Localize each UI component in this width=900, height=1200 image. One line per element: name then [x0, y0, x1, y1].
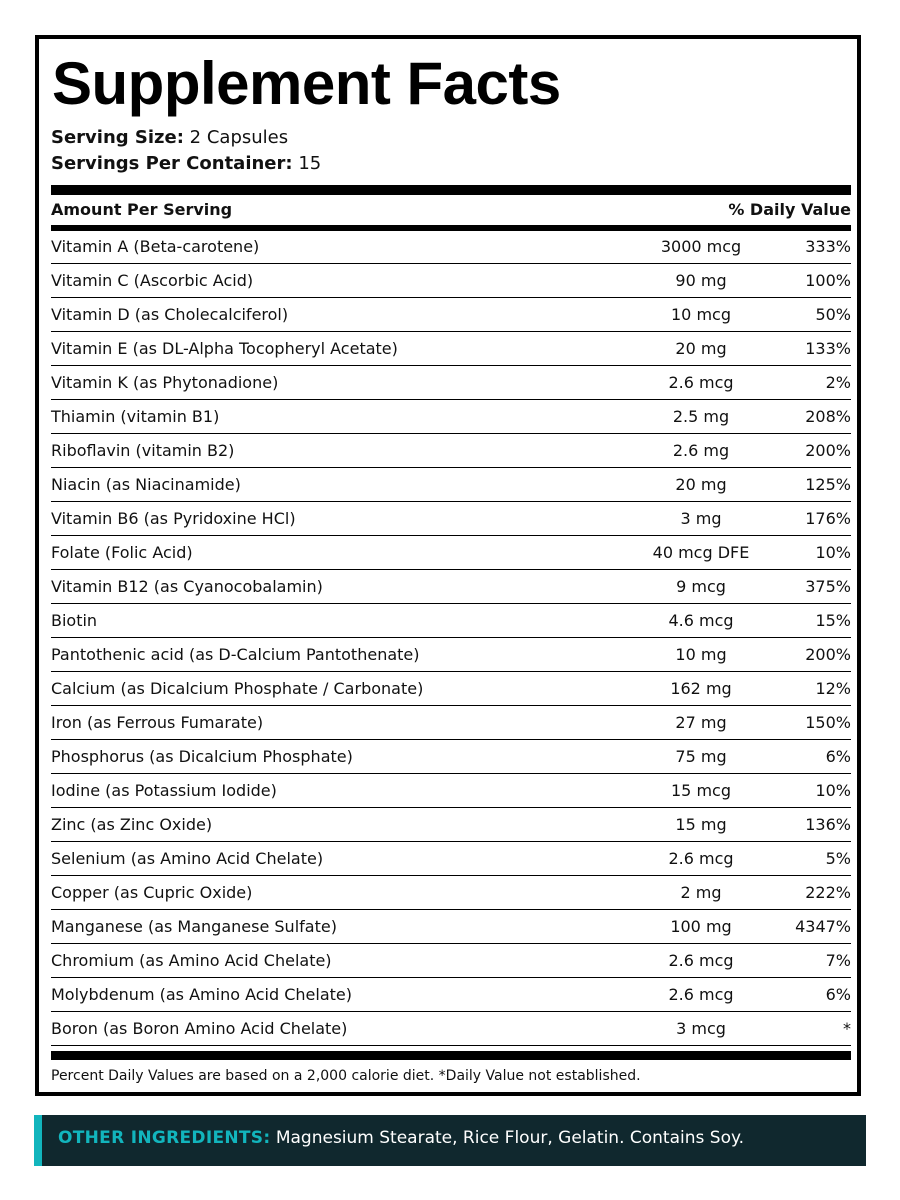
nutrient-daily-value: 375%: [805, 577, 851, 596]
nutrient-daily-value: 125%: [805, 475, 851, 494]
nutrient-daily-value: 50%: [815, 305, 851, 324]
nutrient-daily-value: 150%: [805, 713, 851, 732]
table-row: [51, 910, 851, 944]
nutrient-amount: 3 mcg: [676, 1019, 726, 1038]
table-row: [51, 298, 851, 332]
nutrient-daily-value: 5%: [825, 849, 851, 868]
table-row: [51, 774, 851, 808]
nutrient-amount: 15 mcg: [671, 781, 731, 800]
nutrient-amount: 100 mg: [670, 917, 732, 936]
nutrient-daily-value: 4347%: [795, 917, 851, 936]
nutrient-daily-value: 10%: [815, 781, 851, 800]
column-header: [51, 199, 851, 221]
serving-size-value: 2 Capsules: [189, 127, 289, 148]
table-row: [51, 740, 851, 774]
nutrient-amount: 9 mcg: [676, 577, 726, 596]
daily-value-header: % Daily Value: [728, 200, 851, 219]
nutrient-amount: 10 mcg: [671, 305, 731, 324]
nutrient-name: Vitamin B12 (as Cyanocobalamin): [51, 577, 323, 596]
table-row: [51, 570, 851, 604]
nutrient-daily-value: 2%: [825, 373, 851, 392]
table-row: [51, 876, 851, 910]
table-row: [51, 536, 851, 570]
table-row: [51, 366, 851, 400]
nutrient-daily-value: 136%: [805, 815, 851, 834]
nutrient-daily-value: 100%: [805, 271, 851, 290]
nutrient-amount: 2.6 mcg: [668, 849, 734, 868]
other-ingredients-list: Magnesium Stearate, Rice Flour, Gelatin. Contains Soy.: [275, 1128, 745, 1148]
nutrient-table: [51, 230, 851, 1046]
nutrient-amount: 2.5 mg: [672, 407, 730, 426]
table-row: [51, 332, 851, 366]
nutrient-name: Vitamin A (Beta-carotene): [51, 237, 260, 256]
nutrient-amount: 2.6 mcg: [668, 985, 734, 1004]
nutrient-name: Selenium (as Amino Acid Chelate): [51, 849, 324, 868]
nutrient-amount: 162 mg: [670, 679, 732, 698]
table-row: [51, 1012, 851, 1046]
nutrient-amount: 20 mg: [675, 339, 727, 358]
nutrient-name: Manganese (as Manganese Sulfate): [51, 917, 337, 936]
nutrient-name: Vitamin E (as DL-Alpha Tocopheryl Acetate): [51, 339, 398, 358]
nutrient-amount: 20 mg: [675, 475, 727, 494]
table-row: [51, 400, 851, 434]
nutrient-amount: 3000 mcg: [660, 237, 742, 256]
nutrient-name: Riboflavin (vitamin B2): [51, 441, 235, 460]
table-row: [51, 808, 851, 842]
servings-per-container: [51, 153, 321, 175]
nutrient-amount: 2.6 mcg: [668, 373, 734, 392]
nutrient-daily-value: 10%: [815, 543, 851, 562]
thick-divider-bottom: [51, 1051, 851, 1060]
panel-title: Supplement Facts: [52, 50, 561, 117]
nutrient-name: Copper (as Cupric Oxide): [51, 883, 253, 902]
nutrient-daily-value: 200%: [805, 645, 851, 664]
table-row: [51, 468, 851, 502]
nutrient-name: Vitamin K (as Phytonadione): [51, 373, 279, 392]
nutrient-name: Pantothenic acid (as D-Calcium Pantothenate): [51, 645, 420, 664]
nutrient-amount: 3 mg: [680, 509, 722, 528]
table-row: [51, 502, 851, 536]
nutrient-daily-value: 208%: [805, 407, 851, 426]
nutrient-amount: 2.6 mg: [672, 441, 730, 460]
table-row: [51, 944, 851, 978]
nutrient-name: Phosphorus (as Dicalcium Phosphate): [51, 747, 353, 766]
nutrient-name: Boron (as Boron Amino Acid Chelate): [51, 1019, 348, 1038]
table-row: [51, 604, 851, 638]
nutrient-daily-value: 12%: [815, 679, 851, 698]
nutrient-amount: 4.6 mcg: [668, 611, 734, 630]
table-row: [51, 264, 851, 298]
nutrient-daily-value: 7%: [825, 951, 851, 970]
table-row: [51, 434, 851, 468]
nutrient-name: Niacin (as Niacinamide): [51, 475, 241, 494]
other-ingredients-banner: [34, 1115, 866, 1166]
amount-per-serving-header: Amount Per Serving: [51, 200, 233, 219]
nutrient-name: Thiamin (vitamin B1): [51, 407, 220, 426]
thick-divider-top: [51, 185, 851, 195]
nutrient-name: Vitamin C (Ascorbic Acid): [51, 271, 254, 290]
nutrient-amount: 2.6 mcg: [668, 951, 734, 970]
nutrient-name: Calcium (as Dicalcium Phosphate / Carbonate): [51, 679, 424, 698]
nutrient-daily-value: 6%: [825, 985, 851, 1004]
table-row: [51, 230, 851, 264]
nutrient-name: Vitamin D (as Cholecalciferol): [51, 305, 289, 324]
nutrient-daily-value: 133%: [805, 339, 851, 358]
nutrient-amount: 2 mg: [680, 883, 722, 902]
nutrient-amount: 10 mg: [675, 645, 727, 664]
nutrient-name: Zinc (as Zinc Oxide): [51, 815, 213, 834]
servings-per-container-value: 15: [298, 153, 322, 174]
nutrient-name: Vitamin B6 (as Pyridoxine HCl): [51, 509, 296, 528]
table-row: [51, 672, 851, 706]
table-row: [51, 706, 851, 740]
nutrient-amount: 75 mg: [675, 747, 727, 766]
nutrient-amount: 27 mg: [675, 713, 727, 732]
daily-value-footnote: Percent Daily Values are based on a 2,000 calorie diet. *Daily Value not established.: [51, 1068, 641, 1084]
nutrient-name: Iodine (as Potassium Iodide): [51, 781, 277, 800]
table-row: [51, 842, 851, 876]
nutrient-daily-value: 15%: [815, 611, 851, 630]
serving-size-label: Serving Size:: [51, 127, 184, 148]
nutrient-name: Iron (as Ferrous Fumarate): [51, 713, 264, 732]
supplement-facts-panel: [35, 35, 861, 1096]
servings-per-container-label: Servings Per Container:: [51, 153, 293, 174]
table-row: [51, 638, 851, 672]
nutrient-daily-value: 176%: [805, 509, 851, 528]
nutrient-daily-value: *: [843, 1019, 851, 1038]
nutrient-name: Folate (Folic Acid): [51, 543, 193, 562]
other-ingredients-label: OTHER INGREDIENTS:: [58, 1128, 271, 1148]
nutrient-name: Molybdenum (as Amino Acid Chelate): [51, 985, 352, 1004]
nutrient-name: Chromium (as Amino Acid Chelate): [51, 951, 332, 970]
other-ingredients-text: [58, 1115, 744, 1161]
nutrient-daily-value: 333%: [805, 237, 851, 256]
nutrient-amount: 40 mcg DFE: [652, 543, 750, 562]
nutrient-amount: 15 mg: [675, 815, 727, 834]
nutrient-name: Biotin: [51, 611, 98, 630]
serving-size: [51, 127, 288, 149]
nutrient-daily-value: 200%: [805, 441, 851, 460]
nutrient-amount: 90 mg: [675, 271, 727, 290]
nutrient-daily-value: 222%: [805, 883, 851, 902]
table-row: [51, 978, 851, 1012]
nutrient-daily-value: 6%: [825, 747, 851, 766]
